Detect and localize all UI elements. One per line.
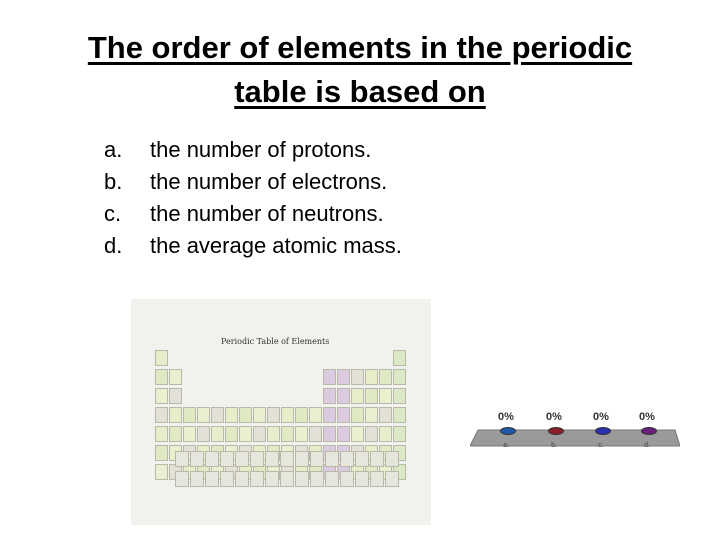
- element-cell: [365, 407, 378, 423]
- element-cell: [393, 369, 406, 385]
- element-cell: [169, 388, 182, 404]
- element-cell: [379, 369, 392, 385]
- element-cell: [281, 426, 294, 442]
- element-cell: [265, 451, 279, 467]
- element-cell: [385, 471, 399, 487]
- poll-percent-0: 0%: [498, 411, 514, 423]
- element-cell: [295, 407, 308, 423]
- periodic-table-caption: Periodic Table of Elements: [221, 337, 330, 346]
- option-letter: a.: [104, 137, 123, 162]
- element-cell: [155, 445, 168, 461]
- element-cell: [220, 451, 234, 467]
- element-cell: [220, 471, 234, 487]
- element-cell: [351, 426, 364, 442]
- element-cell: [337, 407, 350, 423]
- element-cell: [183, 407, 196, 423]
- element-cell: [351, 407, 364, 423]
- poll-marker-1: [548, 427, 564, 435]
- element-cell: [325, 471, 339, 487]
- element-cell: [309, 407, 322, 423]
- element-cell: [379, 407, 392, 423]
- element-cell: [337, 369, 350, 385]
- element-cell: [365, 369, 378, 385]
- poll-percent-2: 0%: [593, 411, 609, 423]
- poll-percent-3: 0%: [639, 411, 655, 423]
- element-cell: [379, 388, 392, 404]
- element-cell: [239, 407, 252, 423]
- element-cell: [267, 426, 280, 442]
- poll-percent-1: 0%: [546, 411, 562, 423]
- element-cell: [340, 451, 354, 467]
- element-cell: [379, 426, 392, 442]
- element-cell: [393, 407, 406, 423]
- element-cell: [310, 451, 324, 467]
- element-cell: [190, 471, 204, 487]
- poll-marker-0: [500, 427, 516, 435]
- question-title: [20, 26, 700, 114]
- element-cell: [155, 388, 168, 404]
- element-cell: [190, 451, 204, 467]
- element-cell: [337, 388, 350, 404]
- element-cell: [169, 407, 182, 423]
- element-cell: [155, 407, 168, 423]
- element-cell: [351, 369, 364, 385]
- element-cell: [169, 426, 182, 442]
- option-c: [104, 198, 402, 230]
- poll-label-0: a.: [503, 442, 509, 449]
- element-cell: [155, 350, 168, 366]
- element-cell: [295, 451, 309, 467]
- element-cell: [211, 407, 224, 423]
- element-cell: [155, 369, 168, 385]
- element-cell: [235, 451, 249, 467]
- option-text: the number of neutrons.: [150, 201, 384, 226]
- element-cell: [365, 388, 378, 404]
- element-cell: [370, 471, 384, 487]
- option-letter: c.: [104, 201, 122, 226]
- poll-label-3: d.: [644, 442, 650, 449]
- element-cell: [325, 451, 339, 467]
- element-cell: [370, 451, 384, 467]
- poll-marker-3: [641, 427, 657, 435]
- element-cell: [323, 407, 336, 423]
- poll-results: [470, 408, 680, 458]
- element-cell: [235, 471, 249, 487]
- element-cell: [197, 426, 210, 442]
- element-cell: [155, 464, 168, 480]
- element-cell: [175, 471, 189, 487]
- element-cell: [355, 471, 369, 487]
- answer-options: [104, 134, 402, 262]
- element-cell: [281, 407, 294, 423]
- element-cell: [280, 471, 294, 487]
- element-cell: [239, 426, 252, 442]
- element-cell: [280, 451, 294, 467]
- element-cell: [225, 426, 238, 442]
- option-letter: d.: [104, 233, 123, 258]
- element-cell: [183, 426, 196, 442]
- element-cell: [355, 451, 369, 467]
- element-cell: [253, 407, 266, 423]
- title-line-2: table is based on: [234, 74, 486, 109]
- poll-marker-2: [595, 427, 611, 435]
- option-d: [104, 230, 402, 262]
- element-cell: [365, 426, 378, 442]
- element-cell: [250, 471, 264, 487]
- element-cell: [393, 426, 406, 442]
- element-cell: [385, 451, 399, 467]
- element-cell: [393, 388, 406, 404]
- element-cell: [295, 471, 309, 487]
- option-text: the number of protons.: [150, 137, 372, 162]
- poll-label-2: c.: [598, 442, 604, 449]
- element-cell: [340, 471, 354, 487]
- element-cell: [295, 426, 308, 442]
- element-cell: [211, 426, 224, 442]
- title-line-1: The order of elements in the periodic: [87, 30, 633, 65]
- option-letter: b.: [104, 169, 123, 194]
- element-cell: [155, 426, 168, 442]
- option-text: the average atomic mass.: [150, 233, 402, 258]
- element-cell: [309, 426, 322, 442]
- element-cell: [323, 388, 336, 404]
- element-cell: [225, 407, 238, 423]
- element-cell: [310, 471, 324, 487]
- option-a: [104, 134, 402, 166]
- option-text: the number of electrons.: [150, 169, 388, 194]
- element-cell: [197, 407, 210, 423]
- element-cell: [253, 426, 266, 442]
- element-cell: [323, 369, 336, 385]
- periodic-table-image: [131, 299, 431, 525]
- element-cell: [337, 426, 350, 442]
- element-cell: [267, 407, 280, 423]
- element-cell: [393, 350, 406, 366]
- element-cell: [205, 471, 219, 487]
- element-cell: [265, 471, 279, 487]
- element-cell: [323, 426, 336, 442]
- option-b: [104, 166, 402, 198]
- element-cell: [175, 451, 189, 467]
- element-cell: [169, 369, 182, 385]
- element-cell: [351, 388, 364, 404]
- poll-label-1: b.: [551, 442, 557, 449]
- element-cell: [250, 451, 264, 467]
- element-cell: [205, 451, 219, 467]
